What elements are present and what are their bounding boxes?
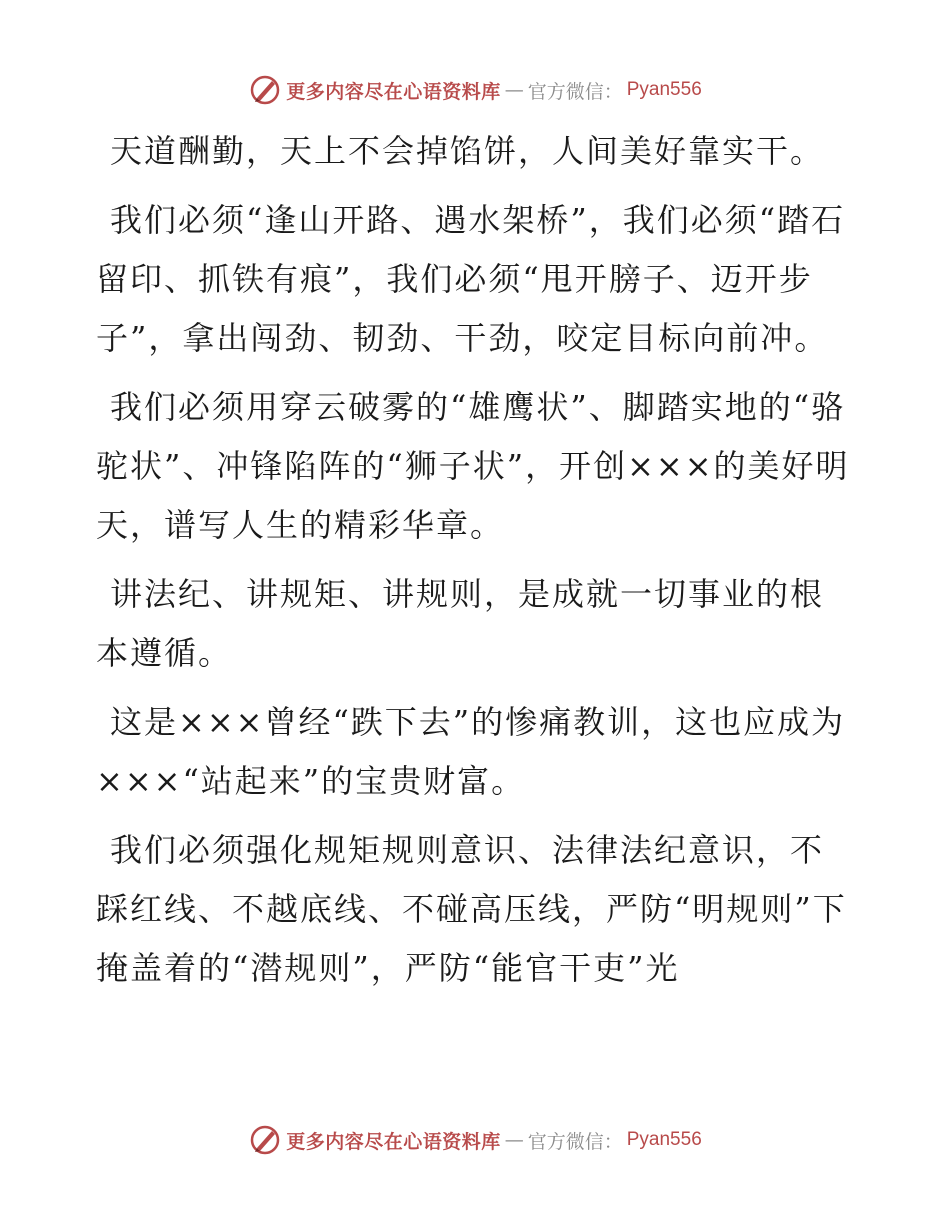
paragraph: 我们必须“逢山开路、遇水架桥”，我们必须“踏石留印、抓铁有痕”，我们必须“甩开膀子、迈开步子”，拿出闯劲、韧劲、干劲，咬定目标向前冲。 [96, 201, 846, 357]
footer-watermark [0, 1120, 950, 1160]
document-body [96, 122, 856, 1008]
watermark-id: Pyan556 [626, 79, 702, 100]
watermark-separator: — [504, 79, 524, 101]
paragraph: 我们必须用穿云破雾的“雄鹰状”、脚踏实地的“骆驼状”、冲锋陷阵的“狮子状”，开创×××的美好明天，谱写人生的精彩华章。 [96, 388, 850, 544]
header-watermark [0, 70, 950, 110]
paragraph: 讲法纪、讲规矩、讲规则，是成就一切事业的根本遵循。 [96, 575, 825, 672]
watermark-main-text: 更多内容尽在心语资料库 [286, 1130, 501, 1153]
paragraph: 天道酬勤，天上不会掉馅饼，人间美好靠实干。 [110, 132, 825, 170]
watermark-separator: — [504, 1129, 524, 1151]
watermark-sub-text: 官方微信： [527, 1130, 623, 1153]
paragraph: 我们必须强化规矩规则意识、法律法纪意识，不踩红线、不越底线、不碰高压线，严防“明规则”下掩盖着的“潜规则”，严防“能官干吏”光 [96, 831, 847, 987]
pen-circle-logo-icon [248, 1123, 282, 1157]
watermark-id: Pyan556 [626, 1129, 702, 1150]
watermark-sub-text: 官方微信： [527, 80, 623, 103]
paragraph: 这是×××曾经“跌下去”的惨痛教训，这也应成为×××“站起来”的宝贵财富。 [96, 703, 846, 800]
pen-circle-logo-icon [248, 73, 282, 107]
watermark-main-text: 更多内容尽在心语资料库 [286, 80, 501, 103]
